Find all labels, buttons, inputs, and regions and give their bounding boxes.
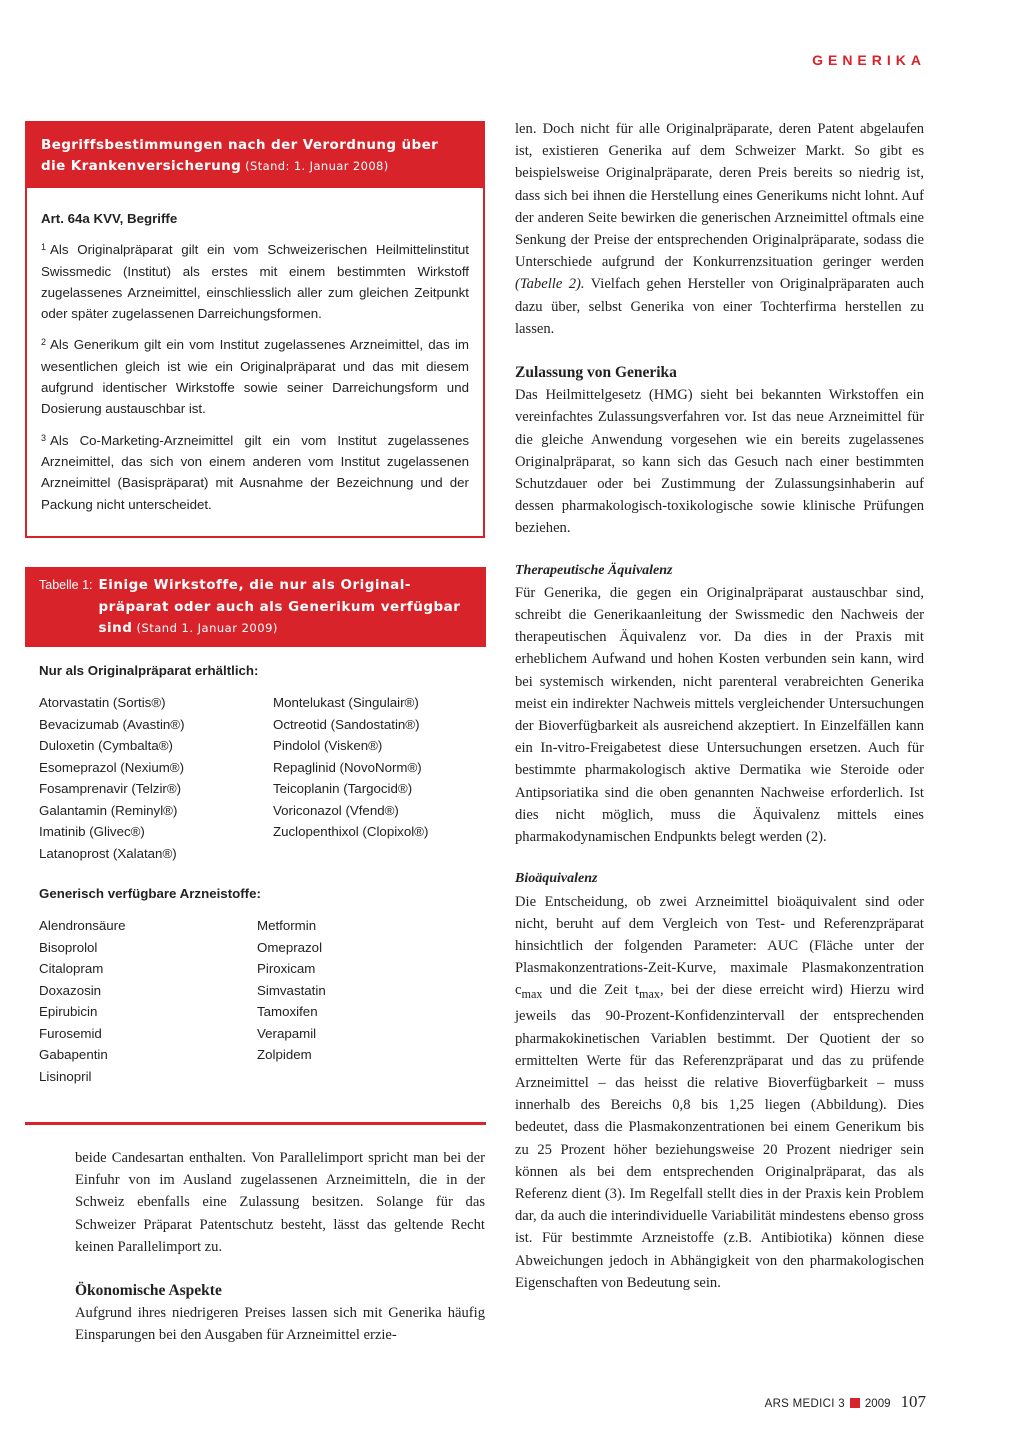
subscript: max xyxy=(639,987,660,1002)
table1-box xyxy=(25,567,486,1105)
list-item: Galantamin (Reminyl®) xyxy=(39,802,178,818)
table1-body xyxy=(25,647,486,1087)
heading-therapeutische-aequivalenz: Therapeutische Äquivalenz xyxy=(515,562,673,578)
list-item: Tamoxifen xyxy=(257,1004,318,1019)
footnote-number: 1 xyxy=(41,242,47,253)
generic-available-list xyxy=(39,915,486,1087)
list-item: Latanoprost (Xalatan®) xyxy=(39,845,177,861)
definitions-title-line2: die Krankenversicherung xyxy=(41,158,242,174)
list-item xyxy=(257,1066,457,1088)
definition-paragraph-2 xyxy=(41,334,469,419)
table1-title-line3: sind xyxy=(98,620,133,636)
journal-name: ARS MEDICI 3 xyxy=(764,1398,845,1410)
definitions-stand: (Stand: 1. Januar 2008) xyxy=(245,159,389,173)
spacer xyxy=(515,848,924,868)
list-item: Duloxetin (Cymbalta®) xyxy=(39,738,173,753)
table1-title-line2: präparat oder auch als Generikum verfügbar xyxy=(98,598,461,615)
definition-text: Als Generikum gilt ein vom Institut zugelassenes Arzneimittel, das im wesentlichen gleich ist wie ein Originalpräparat und das mit diesem aufgrund identischer Wirkstoffe sowie seiner Darreichungsform und Dosierung austauschbar ist. xyxy=(41,337,469,417)
table1-stand: (Stand 1. Januar 2009) xyxy=(136,621,278,635)
list-item: Montelukast (Singulair®) xyxy=(273,695,419,710)
list-item: Voriconazol (Vfend®) xyxy=(273,802,399,818)
list-item: Repaglinid (NovoNorm®) xyxy=(273,759,422,775)
body-paragraph: Das Heilmittelgesetz (HMG) sieht bei bekannten Wirkstoffen ein vereinfachtes Zulassungsverfahren vor. Ist das neue Arzneimittel für die gleiche Anwendung vorgesehen wie ein bereits zugelassenes Originalpräparat, so kann sich das Gesuch nach einer bestimmten Schutzdauer oder bei Zustimmung der Zulassungsinhaberin auf dessen pharmakologisch-toxikologische sowie klinische Prüfungen beziehen. xyxy=(515,387,924,537)
body-text: len. Doch nicht für alle Originalpräparate, deren Patent abgelaufen ist, existieren Generika auf dem Schweizer Markt. So gibt es beispielsweise Originalpräparate, deren Preis bereits so niedrig ist, dass sich bei ihnen die Herstellung eines Generikums nicht lohnt. Auf der anderen Seite bewirken die generischen Arzneimittel oftmals eine Senkung der Preise der entsprechenden Originalpräparate, sodass die Unterschiede aufgrund der Konkurrenzsituation geringer werden xyxy=(515,121,924,271)
list-item: Furosemid xyxy=(39,1025,102,1041)
definition-text: Als Originalpräparat gilt ein vom Schweizerischen Heilmittelinstitut Swissmedic (Institut) als erstes mit einem bestimmten Wirkstoff zugelassenes Arzneimittel, einschliesslich aller zum gleichen Zeitpunkt oder später zugelassenen Darreichungsformen. xyxy=(41,242,469,322)
square-icon xyxy=(850,1398,860,1408)
list-item: Imatinib (Glivec®) xyxy=(39,824,145,839)
definition-paragraph-3 xyxy=(41,430,469,515)
list-item: Doxazosin xyxy=(39,982,102,998)
article-title: Art. 64a KVV, Begriffe xyxy=(41,211,178,226)
page-number: 107 xyxy=(900,1392,926,1411)
list-item: Verapamil xyxy=(257,1025,317,1041)
section-gap xyxy=(39,864,486,884)
original-only-list xyxy=(39,692,486,864)
list-item: Atorvastatin (Sortis®) xyxy=(39,695,166,710)
body-paragraph: Aufgrund ihres niedrigeren Preises lassen sich mit Generika häufig Einsparungen bei den Ausgaben für Arzneimittel erzie- xyxy=(75,1305,485,1344)
heading-oekonomische-aspekte: Ökonomische Aspekte xyxy=(75,1282,222,1300)
list-item: Alendronsäure xyxy=(39,918,126,933)
body-text: und die Zeit t xyxy=(542,982,640,999)
definitions-box xyxy=(25,121,485,538)
table1-title-line1: Einige Wirkstoffe, die nur als Original- xyxy=(98,577,411,593)
definitions-title-line1: Begriffsbestimmungen nach der Verordnung über xyxy=(41,137,439,153)
list-item: Lisinopril xyxy=(39,1068,92,1084)
definitions-title-line2-wrap xyxy=(41,156,471,177)
definition-paragraph-1 xyxy=(41,239,469,324)
list-item: Pindolol (Visken®) xyxy=(273,738,383,753)
list-item: Metformin xyxy=(257,918,317,933)
list-item: Simvastatin xyxy=(257,982,326,998)
body-paragraph: beide Candesartan enthalten. Von Parallelimport spricht man bei der Einfuhr von im Ausland zugelassenen Arzneimitteln, die in der Schweiz ebenfalls eine Zulassung besitzen. Solange für das Schweizer Präparat Patentschutz besteht, lässt das geltende Recht keinen Parallelimport zu. xyxy=(75,1150,485,1255)
left-column-text xyxy=(75,1147,485,1347)
list-item: Bevacizumab (Avastin®) xyxy=(39,716,185,732)
definitions-box-header xyxy=(27,123,483,188)
body-text: Vielfach gehen Hersteller von Originalpräparaten auch dazu über, selbst Generika von einer Tochterfirma herstellen zu lassen. xyxy=(515,276,924,337)
spacer xyxy=(515,340,924,362)
list-item xyxy=(273,843,473,865)
table1-label: Tabelle 1: xyxy=(39,578,93,592)
list-item: Gabapentin xyxy=(39,1047,108,1062)
original-only-heading: Nur als Originalpräparat erhältlich: xyxy=(39,663,259,678)
list-item: Fosamprenavir (Telzir®) xyxy=(39,781,182,796)
spacer xyxy=(75,1258,485,1280)
table1-header xyxy=(25,567,486,647)
body-paragraph: Für Generika, die gegen ein Originalpräparat austauschbar sind, schreibt die Generikaanleitung der Swissmedic den Nachweis der therapeutischen Äquivalenz vor. Da dies in der Praxis mit erheblichem Aufwand und hohen Kosten verbunden sein kann, wird bei systemisch wirkenden, nicht parenteral verabreichten Generika meist ein indirekter Nachweis mittels vergleichender Untersuchungen der Bioverfügbarkeit als ausreichend akzeptiert. In Einzelfällen kann ein In-vitro-Freigabetest diese Untersuchungen ersetzen. Auch für bestimmte pharmakologisch aktive Dermatika wie Steroide oder Antipsoriatika sind die oben genannten Nachweise erforderlich. Ist dies nicht möglich, muss die Äquivalenz mittels eines pharmakodynamischen Endpunkts belegt werden (2). xyxy=(515,584,924,846)
table1-title-line3-wrap xyxy=(99,618,461,640)
heading-bioaequivalenz: Bioäquivalenz xyxy=(515,871,598,887)
journal-year: 2009 xyxy=(864,1398,891,1410)
body-paragraph xyxy=(515,891,924,1295)
generic-available-heading: Generisch verfügbare Arzneistoffe: xyxy=(39,886,261,901)
table1-bottom-rule xyxy=(25,1122,486,1125)
list-item: Teicoplanin (Targocid®) xyxy=(273,781,413,796)
table-reference: (Tabelle 2). xyxy=(515,276,585,293)
subscript: max xyxy=(521,987,543,1002)
definition-text: Als Co-Marketing-Arzneimittel gilt ein vom Institut zugelassenes Arzneimittel, das sich von einem anderen vom Institut zugelassenen Arzneimittel (Basispräparat) mit Ausnahme der Bezeichnung und der Packung nicht unterscheidet. xyxy=(41,432,469,512)
definitions-box-body xyxy=(27,188,483,515)
body-paragraph xyxy=(515,118,924,340)
body-text: , bei der diese erreicht wird) Hierzu wird jeweils das 90-Prozent-Konfidenzintervall der entsprechenden pharmakokinetischen Variablen bestimmt. Der Quotient der so ermittelten Werte für das Referenzpräparat und das zu prüfende Arzneimittel – das heisst die relative Bioverfügbarkeit – muss innerhalb des Bereichs 0,8 bis 1,25 liegen (Abbildung). Dies bedeutet, dass die Plasmakonzentrationen bei einem Generikum bis zu 25 Prozent höher beziehungsweise 20 Prozent niedriger sein können als bei dem entsprechenden Originalpräparat, das als Referenz dient (3). Im Regelfall stellt dies in der Praxis kein Problem dar, da auch die interindividuelle Variabilität mindestens ebenso gross ist. Für bestimmte Arzneistoffe (z.B. Antibiotika) können diese Abweichungen jedoch in Abhängigkeit von den pharmakologischen Eigenschaften von Bedeutung sein. xyxy=(515,982,925,1291)
table1-title xyxy=(99,575,461,639)
spacer xyxy=(515,540,924,560)
list-item: Epirubicin xyxy=(39,1004,98,1019)
body-text: Die Entscheidung, ob zwei Arzneimittel bioäquivalent sind oder nicht, beruht auf dem Vergleich von Test- und Referenzpräparat hinsichtlich der folgenden Parameter: AUC (Fläche unter der Plasmakonzentrations-Zeit-Kurve, maximale Plasmakonzentration c xyxy=(515,893,924,999)
list-item: Esomeprazol (Nexium®) xyxy=(39,759,185,775)
list-item: Octreotid (Sandostatin®) xyxy=(273,716,420,732)
list-item: Zolpidem xyxy=(257,1047,312,1062)
footnote-number: 3 xyxy=(41,432,47,443)
footnote-number: 2 xyxy=(41,337,47,348)
list-item: Piroxicam xyxy=(257,961,316,976)
list-item: Citalopram xyxy=(39,961,104,976)
list-item: Omeprazol xyxy=(257,939,323,955)
heading-zulassung: Zulassung von Generika xyxy=(515,364,677,382)
list-item: Bisoprolol xyxy=(39,939,98,955)
list-item: Zuclopenthixol (Clopixol®) xyxy=(273,824,429,839)
section-header: GENERIKA xyxy=(812,52,926,68)
right-column-text xyxy=(515,118,924,1294)
page-footer xyxy=(765,1392,926,1412)
